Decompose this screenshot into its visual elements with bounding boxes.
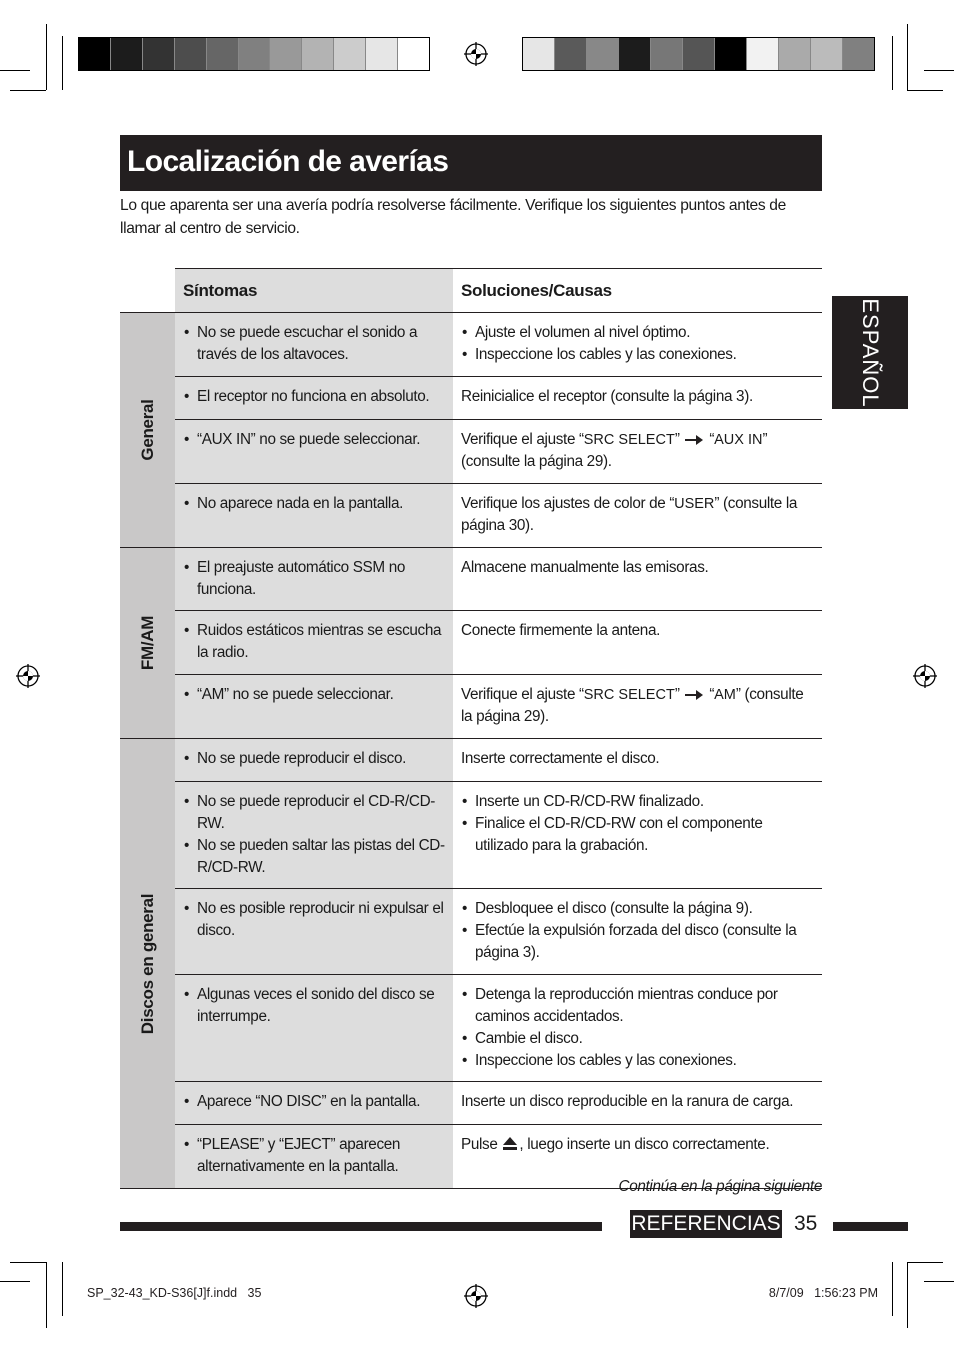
symptom-item: • Aparece “NO DISC” en la pantalla.: [183, 1091, 445, 1113]
symptom-item: • El preajuste automático SSM no funciona.: [183, 557, 445, 601]
solution-cell: [453, 377, 822, 420]
solution-text: Verifique el ajuste “: [461, 686, 584, 703]
symptom-cell: [175, 611, 453, 675]
crop-mark: [10, 1262, 46, 1263]
solution-item: • Inspeccione los cables y las conexiones.: [461, 1050, 814, 1072]
category-discs: [120, 739, 175, 1189]
category-fmam: [120, 548, 175, 739]
section-label: REFERENCIAS: [630, 1210, 782, 1238]
header-symptoms: Síntomas: [175, 269, 453, 313]
continue-note: Continúa en la página siguiente: [618, 1178, 822, 1195]
solution-text: Almacene manualmente las emisoras.: [461, 559, 709, 576]
solution-text: Inserte correctamente el disco.: [461, 750, 660, 767]
crop-mark: [10, 90, 46, 91]
solution-text: ” (consulte la página 29).: [461, 686, 804, 725]
solution-item: • Inspeccione los cables y las conexiones.: [461, 344, 814, 366]
crop-mark: [62, 1262, 63, 1316]
crop-mark: [907, 90, 943, 91]
symptom-item: • “AUX IN” no se puede seleccionar.: [183, 429, 445, 451]
solution-cell: [453, 548, 822, 611]
symptom-cell: [175, 313, 453, 377]
table-row: [120, 1082, 822, 1125]
language-tab-label: ESPAÑOL: [858, 297, 883, 408]
registration-mark-icon: [464, 42, 488, 66]
table-row: [120, 739, 822, 782]
symptom-cell: [175, 420, 453, 484]
registration-mark-icon: [16, 664, 40, 688]
footer-rule-left: [120, 1222, 602, 1231]
crop-mark: [46, 24, 47, 90]
display-text: SRC SELECT: [583, 687, 675, 703]
table-row: [120, 313, 822, 377]
solution-cell: [453, 313, 822, 377]
symptom-item: • No se pueden saltar las pistas del CD-R/CD-RW.: [183, 835, 445, 879]
solution-item: • Desbloquee el disco (consulte la página 9).: [461, 898, 814, 920]
category-label: Discos en general: [137, 893, 157, 1034]
table-row: [120, 675, 822, 739]
solution-text: “: [705, 431, 715, 448]
crop-mark: [62, 36, 63, 90]
solution-cell: [453, 975, 822, 1082]
symptom-item: • Algunas veces el sonido del disco se interrumpe.: [183, 984, 445, 1028]
symptom-item: • No es posible reproducir ni expulsar el disco.: [183, 898, 445, 942]
slug-file-info: SP_32-43_KD-S36[J]f.indd 35: [87, 1286, 262, 1300]
symptom-cell: [175, 739, 453, 782]
solution-cell: [453, 611, 822, 675]
solution-text: Pulse: [461, 1136, 502, 1153]
table-row: [120, 611, 822, 675]
symptom-item: • No se puede reproducir el CD-R/CD-RW.: [183, 791, 445, 835]
crop-mark: [924, 70, 954, 71]
language-tab: [832, 296, 908, 409]
symptom-item: • No aparece nada en la pantalla.: [183, 493, 445, 515]
category-general: [120, 313, 175, 548]
page-number: 35: [794, 1212, 818, 1235]
crop-mark: [46, 1262, 47, 1328]
display-text: AM: [714, 687, 736, 703]
registration-mark-icon: [913, 664, 937, 688]
solution-cell: [453, 739, 822, 782]
color-bar-left: [78, 37, 430, 71]
symptom-cell: [175, 377, 453, 420]
solution-text: , luego inserte un disco correctamente.: [519, 1136, 770, 1153]
crop-mark: [907, 24, 908, 90]
solution-cell: [453, 420, 822, 484]
solution-text: ” (consulte la página 29).: [461, 431, 768, 470]
crop-mark: [892, 1262, 893, 1316]
symptom-item: • “PLEASE” y “EJECT” aparecen alternativamente en la pantalla.: [183, 1134, 445, 1178]
solution-text: ”: [674, 431, 684, 448]
solution-cell: [453, 675, 822, 739]
solution-item: • Inserte un CD-R/CD-RW finalizado.: [461, 791, 814, 813]
registration-mark-icon: [464, 1284, 488, 1308]
symptom-cell: [175, 1125, 453, 1189]
solution-text: Verifique los ajustes de color de “: [461, 495, 675, 512]
crop-mark: [924, 1281, 954, 1282]
table-row: [120, 377, 822, 420]
troubleshooting-table: [120, 268, 822, 1189]
solution-item: • Detenga la reproducción mientras conduce por caminos accidentados.: [461, 984, 814, 1028]
table-row: [120, 420, 822, 484]
table-row: [120, 975, 822, 1082]
footer-rule-right: [833, 1222, 908, 1231]
right-arrow-icon: [685, 435, 703, 445]
symptom-cell: [175, 548, 453, 611]
symptom-cell: [175, 675, 453, 739]
solution-item: • Ajuste el volumen al nivel óptimo.: [461, 322, 814, 344]
solution-text: Verifique el ajuste “: [461, 431, 584, 448]
table-row: [120, 782, 822, 889]
table-header-row: [120, 269, 822, 313]
solution-cell: [453, 889, 822, 975]
right-arrow-icon: [685, 690, 703, 700]
solution-item: • Cambie el disco.: [461, 1028, 814, 1050]
solution-text: Conecte firmemente la antena.: [461, 622, 661, 639]
header-blank-cell: [120, 269, 175, 313]
category-label: General: [137, 399, 157, 461]
display-text: SRC SELECT: [583, 432, 675, 448]
eject-icon: [503, 1137, 517, 1150]
solution-cell: [453, 782, 822, 889]
symptom-cell: [175, 782, 453, 889]
table-row: [120, 889, 822, 975]
solution-text: ”: [674, 686, 684, 703]
header-solutions: Soluciones/Causas: [453, 269, 822, 313]
solution-item: • Efectúe la expulsión forzada del disco (consulte la página 3).: [461, 920, 814, 964]
solution-text: Inserte un disco reproducible en la ranura de carga.: [461, 1093, 794, 1110]
solution-text: ” (consulte la página 30).: [461, 495, 798, 534]
display-text: AUX IN: [714, 432, 763, 448]
color-bar-right: [522, 37, 875, 71]
intro-paragraph: Lo que aparenta ser una avería podría resolverse fácilmente. Verifique los siguientes puntos antes de llamar al centro de servicio.: [120, 197, 786, 237]
crop-mark: [0, 1281, 30, 1282]
table-row: [120, 484, 822, 548]
solution-text: “: [705, 686, 715, 703]
symptom-cell: [175, 889, 453, 975]
page-title: Localización de averías: [120, 135, 822, 191]
symptom-item: • No se puede escuchar el sonido a través de los altavoces.: [183, 322, 445, 366]
table-row: [120, 548, 822, 611]
crop-mark: [907, 1262, 943, 1263]
category-label: FM/AM: [137, 615, 157, 671]
symptom-item: • No se puede reproducir el disco.: [183, 748, 445, 770]
crop-mark: [907, 1262, 908, 1328]
display-text: USER: [674, 496, 715, 512]
solution-item: • Finalice el CD-R/CD-RW con el componente utilizado para la grabación.: [461, 813, 814, 857]
symptom-item: • El receptor no funciona en absoluto.: [183, 386, 445, 408]
crop-mark: [892, 36, 893, 90]
slug-date-info: 8/7/09 1:56:23 PM: [768, 1286, 878, 1300]
solution-cell: [453, 1082, 822, 1125]
solution-cell: [453, 484, 822, 548]
symptom-cell: [175, 975, 453, 1082]
solution-text: Reinicialice el receptor (consulte la página 3).: [461, 388, 753, 405]
symptom-item: • Ruidos estáticos mientras se escucha la radio.: [183, 620, 445, 664]
symptom-item: • “AM” no se puede seleccionar.: [183, 684, 445, 706]
crop-mark: [0, 70, 30, 71]
symptom-cell: [175, 1082, 453, 1125]
symptom-cell: [175, 484, 453, 548]
